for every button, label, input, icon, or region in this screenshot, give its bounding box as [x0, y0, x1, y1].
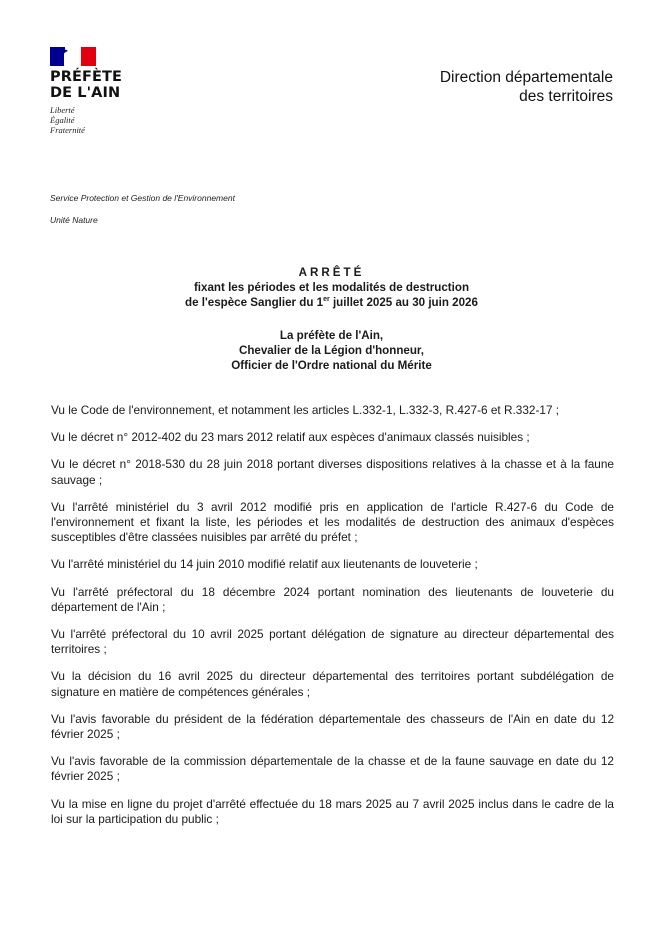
decree-title: [50, 265, 613, 310]
decree-title-superscript: er: [323, 296, 330, 304]
authority-line1: La préfète de l'Ain,: [279, 329, 384, 342]
visa-paragraph: Vu le décret n° 2018-530 du 28 juin 2018 portant diverses dispositions relatives à la chasse et à la faune sauvage ;: [51, 457, 614, 487]
motto-liberte: Liberté: [50, 105, 75, 115]
authority-block: [50, 328, 613, 373]
visa-paragraph: Vu le décret n° 2012-402 du 23 mars 2012 relatif aux espèces d'animaux classés nuisibles ;: [51, 430, 530, 445]
direction-line2: des territoires: [519, 88, 613, 105]
authority-line2: Chevalier de la Légion d'honneur,: [238, 344, 425, 357]
visa-paragraph: Vu l'arrêté ministériel du 3 avril 2012 modifié pris en application de l'article R.427-6 du Code de l'environnement et fixant la liste, les périodes et les modalités de destruction des animaux d'espèces susceptibles d'être classées nuisibles par arrêté du préfet ;: [51, 499, 614, 545]
decree-title-line2-end: juillet 2025 au 30 juin 2026: [329, 296, 478, 309]
logo-title-line1: PRÉFÈTE: [50, 69, 123, 85]
visa-paragraph: Vu l'arrêté préfectoral du 10 avril 2025 portant délégation de signature au directeur départemental des territoires ;: [51, 627, 614, 657]
visas-list: [51, 403, 614, 839]
decree-title-line2: [50, 295, 613, 310]
visa-paragraph: Vu le Code de l'environnement, et notamment les articles L.332-1, L.332-3, R.427-6 et R.332-17 ;: [51, 403, 560, 417]
flag-red: [81, 47, 96, 66]
service-name: Service Protection et Gestion de l'Environnement: [50, 193, 235, 203]
prefecture-logo: [50, 47, 140, 135]
marianne-flag-icon: [50, 47, 96, 66]
unit-name: Unité Nature: [50, 215, 98, 225]
motto-fraternite: Fraternité: [50, 125, 85, 135]
direction-title: [353, 68, 613, 106]
visa-paragraph: Vu l'arrêté préfectoral du 18 décembre 2024 portant nomination des lieutenants de louveterie du département de l'Ain ;: [51, 584, 614, 614]
visa-paragraph: Vu la décision du 16 avril 2025 du directeur départemental des territoires portant subdélégation de signature en matière de compétences générales ;: [51, 669, 614, 699]
decree-title-line2-start: de l'espèce Sanglier du 1: [185, 296, 324, 309]
direction-line1: Direction départementale: [439, 69, 613, 86]
logo-title-line2: DE L'AIN: [50, 85, 121, 101]
motto-egalite: Égalité: [50, 115, 75, 125]
logo-title: [50, 69, 140, 101]
republic-motto: [50, 105, 140, 135]
decree-heading: ARRÊTÉ: [298, 266, 365, 279]
decree-title-line1: fixant les périodes et les modalités de destruction: [193, 281, 470, 294]
visa-paragraph: Vu l'avis favorable du président de la fédération départementale des chasseurs de l'Ain en date du 12 février 2025 ;: [51, 711, 614, 742]
visa-paragraph: Vu l'arrêté ministériel du 14 juin 2010 modifié relatif aux lieutenants de louveterie ;: [51, 557, 478, 572]
authority-line3: Officier de l'Ordre national du Mérite: [231, 359, 432, 372]
visa-paragraph: Vu l'avis favorable de la commission départementale de la chasse et de la faune sauvage en date du 12 février 2025 ;: [51, 754, 614, 784]
visa-paragraph: Vu la mise en ligne du projet d'arrêté effectuée du 18 mars 2025 au 7 avril 2025 inclus dans le cadre de la loi sur la participation du public ;: [51, 796, 614, 826]
